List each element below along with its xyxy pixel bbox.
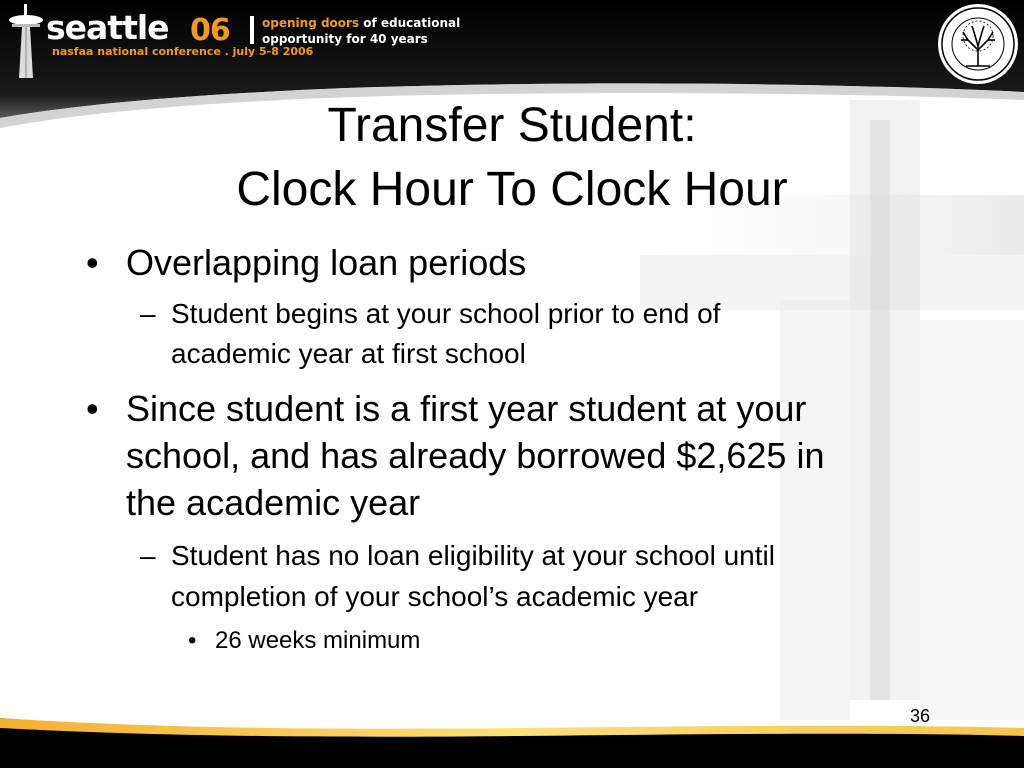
slide-title-line-2: Clock Hour To Clock Hour <box>236 163 788 216</box>
bullet-marker: • <box>86 388 99 429</box>
bullet-text-line-3: the academic year <box>126 482 421 523</box>
page-number: 36 <box>909 706 931 726</box>
bullet-text: Overlapping loan periods <box>126 242 527 283</box>
bullet-marker: • <box>86 242 99 283</box>
bullet-text-line-2: school, and has already borrowed $2,625 in <box>126 435 825 476</box>
tagline-highlight: opening doors <box>262 16 360 30</box>
sub-sub-bullet-text: 26 weeks minimum <box>215 627 421 654</box>
footer-banner <box>0 690 1024 768</box>
sub-bullet-text-line-2: academic year at first school <box>171 338 526 369</box>
brand-subtitle: nasfaa national conference . july 5-8 2006 <box>52 45 314 58</box>
tagline-line-1-rest: of educational <box>359 16 461 30</box>
sub-sub-bullet-marker: • <box>188 627 197 654</box>
sub-bullet-text-line-1: Student has no loan eligibility at your school until <box>171 540 775 571</box>
sub-bullet-marker: – <box>140 540 156 571</box>
sub-bullet-text-line-2: completion of your school’s academic year <box>171 581 699 612</box>
tagline-line-2: opportunity for 40 years <box>262 32 428 46</box>
bullet-text-line-1: Since student is a first year student at your <box>126 388 807 429</box>
brand-wordmark: seattle <box>46 8 169 47</box>
sub-bullet-marker: – <box>140 298 156 329</box>
brand-year: 06 <box>190 13 230 48</box>
sub-bullet-text-line-1: Student begins at your school prior to end of <box>171 298 721 329</box>
slide-title-line-1: Transfer Student: <box>327 99 697 152</box>
